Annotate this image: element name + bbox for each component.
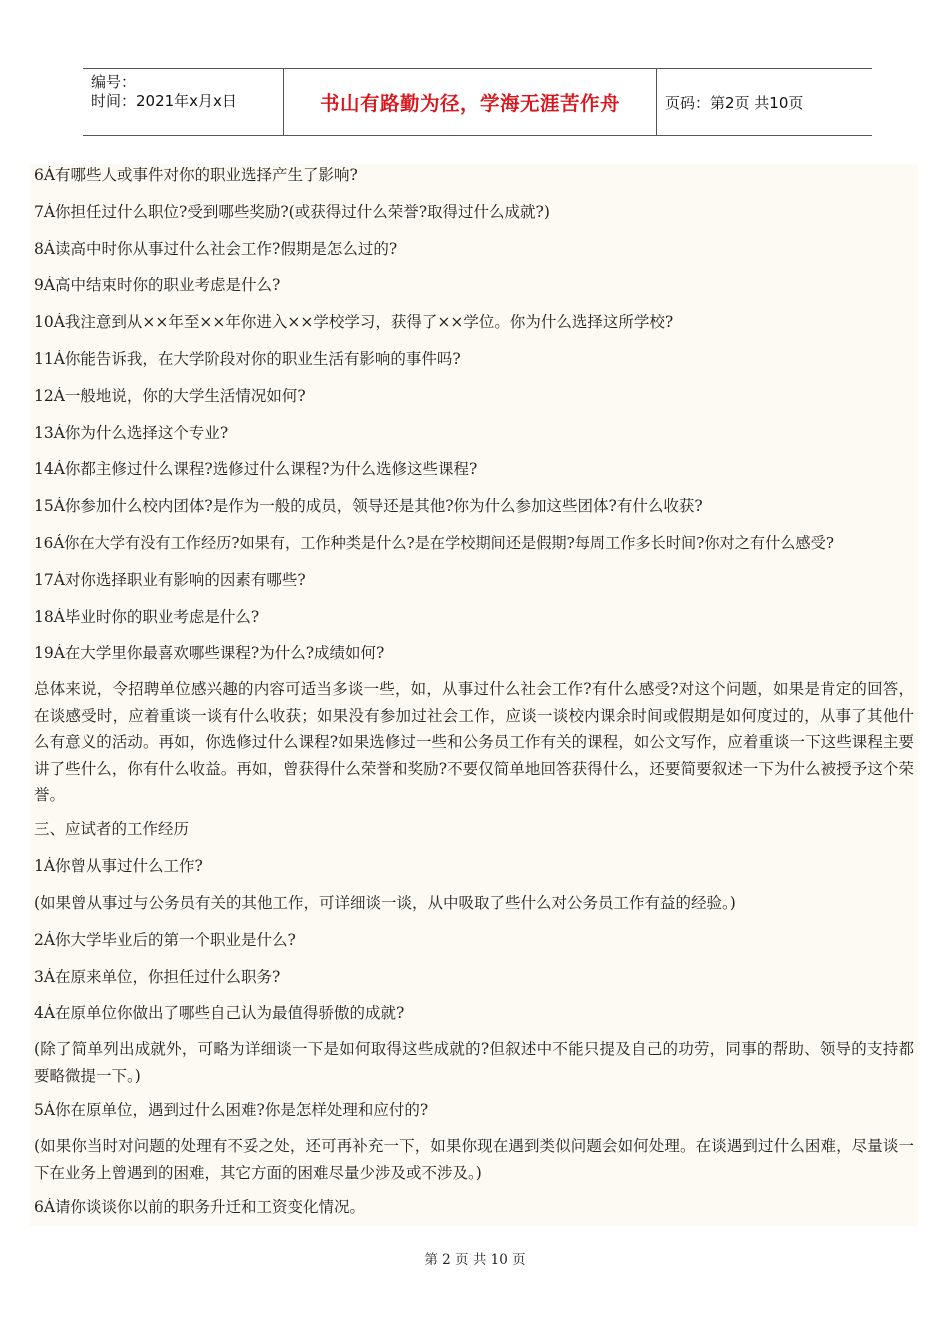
- header-motto: 书山有路勤为径，学海无涯苦作舟: [284, 69, 657, 135]
- question-line: 18Á毕业时你的职业考虑是什么?: [34, 607, 260, 626]
- question-line: 9Á高中结束时你的职业考虑是什么?: [34, 276, 281, 295]
- question-line: 17Á对你选择职业有影响的因素有哪些?: [34, 570, 306, 589]
- question-note: (如果你当时对问题的处理有不妥之处，还可再补充一下，如果你现在遇到类似问题会如何处理。在谈遇到过什么困难，尽量谈一下在业务上曾遇到的困难，其它方面的困难尽量少涉及或不涉及。): [34, 1137, 914, 1182]
- question-line: 2Á你大学毕业后的第一个职业是什么?: [34, 930, 296, 949]
- summary-paragraph: 总体来说，令招聘单位感兴趣的内容可适当多谈一些，如，从事过什么社会工作?有什么感受?对这个问题，如果是肯定的回答，在谈感受时，应着重谈一谈有什么收获；如果没有参加过社会工作，应谈一谈校内课余时间或假期是如何度过的，从事了其他什么有意义的活动。再如，你选修过什么课程?如果选修过一些和公务员工作有关的课程，如公文写作，应着重谈一下这些课程主要讲了些什么，你有什么收益。再如，曾获得什么荣誉和奖励?不要仅简单地回答获得什么，还要简要叙述一下为什么被授予这个荣誉。: [34, 680, 914, 804]
- question-line: 13Á你为什么选择这个专业?: [34, 423, 229, 442]
- section-title: 三、应试者的工作经历: [34, 820, 190, 839]
- question-note: (如果曾从事过与公务员有关的其他工作，可详细谈一谈，从中吸取了些什么对公务员工作有益的经验。): [34, 893, 736, 912]
- question-note: (除了简单列出成就外，可略为详细谈一下是如何取得这些成就的?但叙述中不能只提及自己的功劳，同事的帮助、领导的支持都要略微提一下。): [34, 1040, 914, 1085]
- question-line: 7Á你担任过什么职位?受到哪些奖励?(或获得过什么荣誉?取得过什么成就?): [34, 202, 550, 221]
- header-page-label: 页码：第2页 共10页: [665, 93, 804, 112]
- question-line: 5Á你在原单位，遇到过什么困难?你是怎样处理和应付的?: [34, 1101, 429, 1120]
- question-line: 6Á请你谈谈你以前的职务升迁和工资变化情况。: [34, 1198, 366, 1216]
- question-line: 6Á有哪些人或事件对你的职业选择产生了影响?: [34, 166, 358, 184]
- document-header-table: [83, 68, 872, 136]
- question-line: 19Á在大学里你最喜欢哪些课程?为什么?成绩如何?: [34, 644, 385, 663]
- page-footer: 第 2 页 共 10 页: [424, 1252, 526, 1268]
- header-time-label: 时间：2021年x月x日: [91, 92, 237, 110]
- question-line: 14Á你都主修过什么课程?选修过什么课程?为什么选修这些课程?: [34, 460, 478, 479]
- question-line: 16Á你在大学有没有工作经历?如果有，工作种类是什么?是在学校期间还是假期?每周工作多长时间?你对之有什么感受?: [34, 533, 835, 552]
- question-line: 4Á在原单位你做出了哪些自己认为最值得骄傲的成就?: [34, 1004, 405, 1023]
- document-body: [30, 164, 918, 1226]
- question-line: 15Á你参加什么校内团体?是作为一般的成员，领导还是其他?你为什么参加这些团体?有什么收获?: [34, 497, 703, 516]
- question-line: 3Á在原来单位，你担任过什么职务?: [34, 967, 281, 986]
- question-line: 8Á读高中时你从事过什么社会工作?假期是怎么过的?: [34, 239, 398, 258]
- header-meta-cell: [83, 69, 284, 135]
- question-line: 10Á我注意到从××年至××年你进入××学校学习，获得了××学位。你为什么选择这所学校?: [34, 313, 674, 332]
- question-line: 12Á一般地说，你的大学生活情况如何?: [34, 386, 306, 405]
- header-number-label: 编号：: [91, 73, 137, 91]
- question-line: 1Á你曾从事过什么工作?: [34, 857, 203, 876]
- question-line: 11Á你能告诉我，在大学阶段对你的职业生活有影响的事件吗?: [34, 349, 461, 368]
